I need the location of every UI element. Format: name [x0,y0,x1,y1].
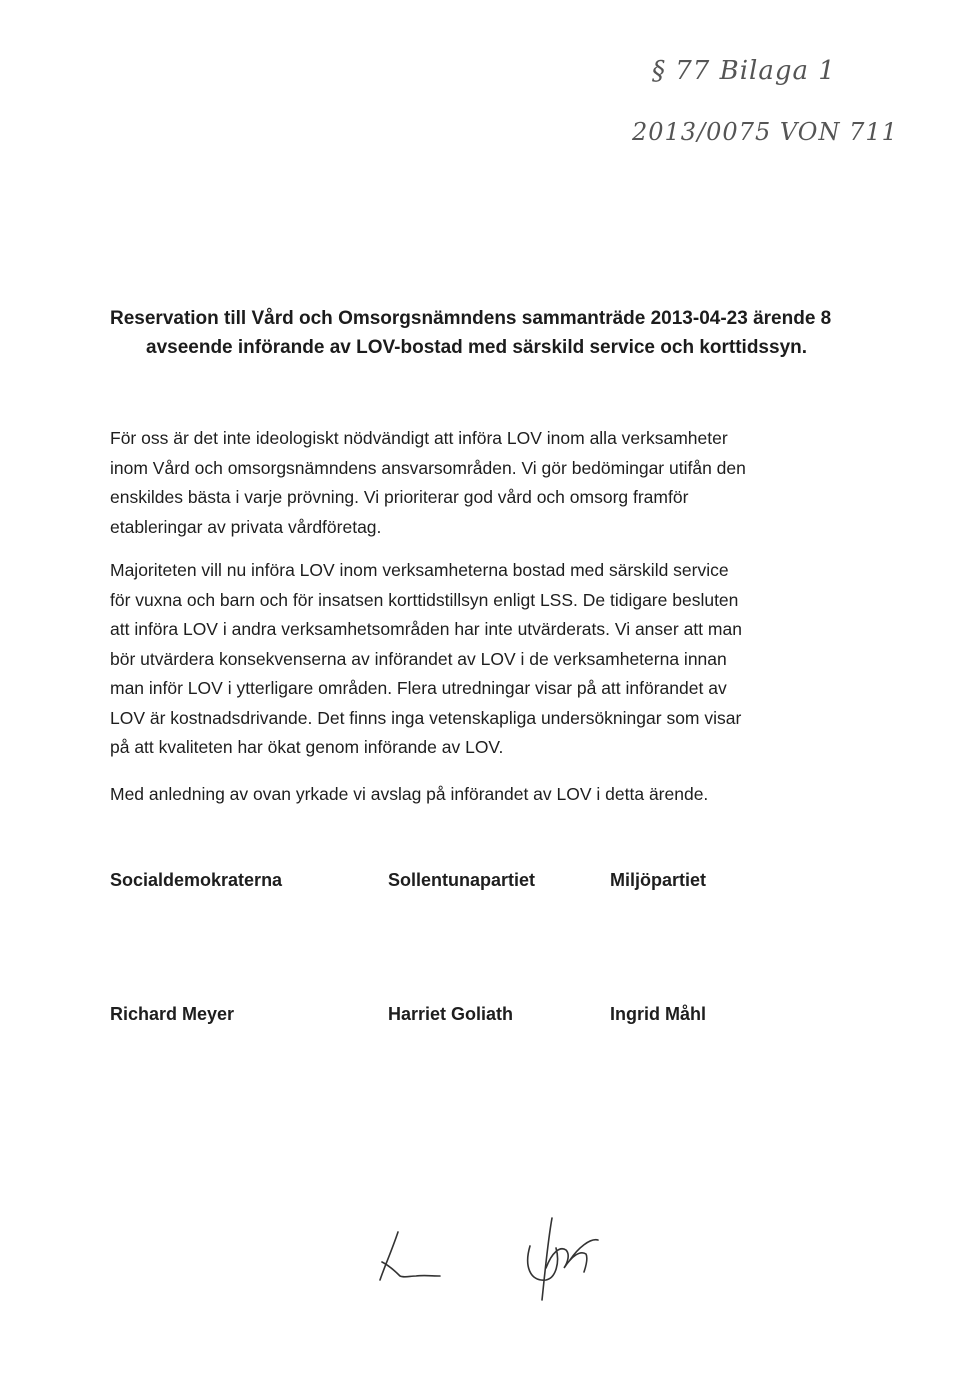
paragraph-line: LOV är kostnadsdrivande. Det finns inga vetenskapliga undersökningar som visar [110,707,742,728]
title-line-1: Reservation till Vård och Omsorgsnämndens sammanträde 2013-04-23 ärende 8 [110,308,832,329]
party-sollentunapartiet: Sollentunapartiet [388,870,536,890]
signature-1 [380,1232,440,1280]
paragraph-line: man inför LOV i ytterligare områden. Flera utredningar visar på att införandet av [110,678,727,698]
paragraph-line: för vuxna och barn och för insatsen korttidstillsyn enligt LSS. De tidigare besluten [110,589,739,610]
paragraph-line: enskildes bästa i varje prövning. Vi prioriterar god vård och omsorg framför [110,487,689,507]
handwritten-paragraph-number: § 77 Bilaga 1 [652,56,836,86]
party-miljopartiet: Miljöpartiet [610,870,707,890]
paragraph-line: att införa LOV i andra verksamhetsområden har inte utvärderats. Vi anser att man [110,619,742,639]
signatory-ingrid-mahl: Ingrid Måhl [610,1004,706,1024]
paragraph-line: etableringar av privata vårdföretag. [110,516,382,537]
handwritten-case-number: 2013/0075 VON 711 [632,118,898,146]
paragraph-line: inom Vård och omsorgsnämndens ansvarsområden. Vi gör bedömingar utifån den [110,457,746,478]
title-line-2: avseende införande av LOV-bostad med särskild service och korttidssyn. [146,337,808,358]
paragraph-line: För oss är det inte ideologiskt nödvändigt att införa LOV inom alla verksamheter [110,428,728,448]
paragraph-line: på att kvaliteten har ökat genom införande av LOV. [110,737,504,757]
signatory-richard-meyer: Richard Meyer [110,1004,235,1024]
paragraph-line: Med anledning av ovan yrkade vi avslag på införandet av LOV i detta ärende. [110,784,709,804]
paragraph-line: bör utvärdera konsekvenserna av införandet av LOV i de verksamheterna innan [110,648,727,669]
signatory-harriet-goliath: Harriet Goliath [388,1004,514,1024]
paragraph-line: Majoriteten vill nu införa LOV inom verksamheterna bostad med särskild service [110,560,729,580]
party-socialdemokraterna: Socialdemokraterna [110,870,283,890]
signature-2 [528,1218,598,1300]
